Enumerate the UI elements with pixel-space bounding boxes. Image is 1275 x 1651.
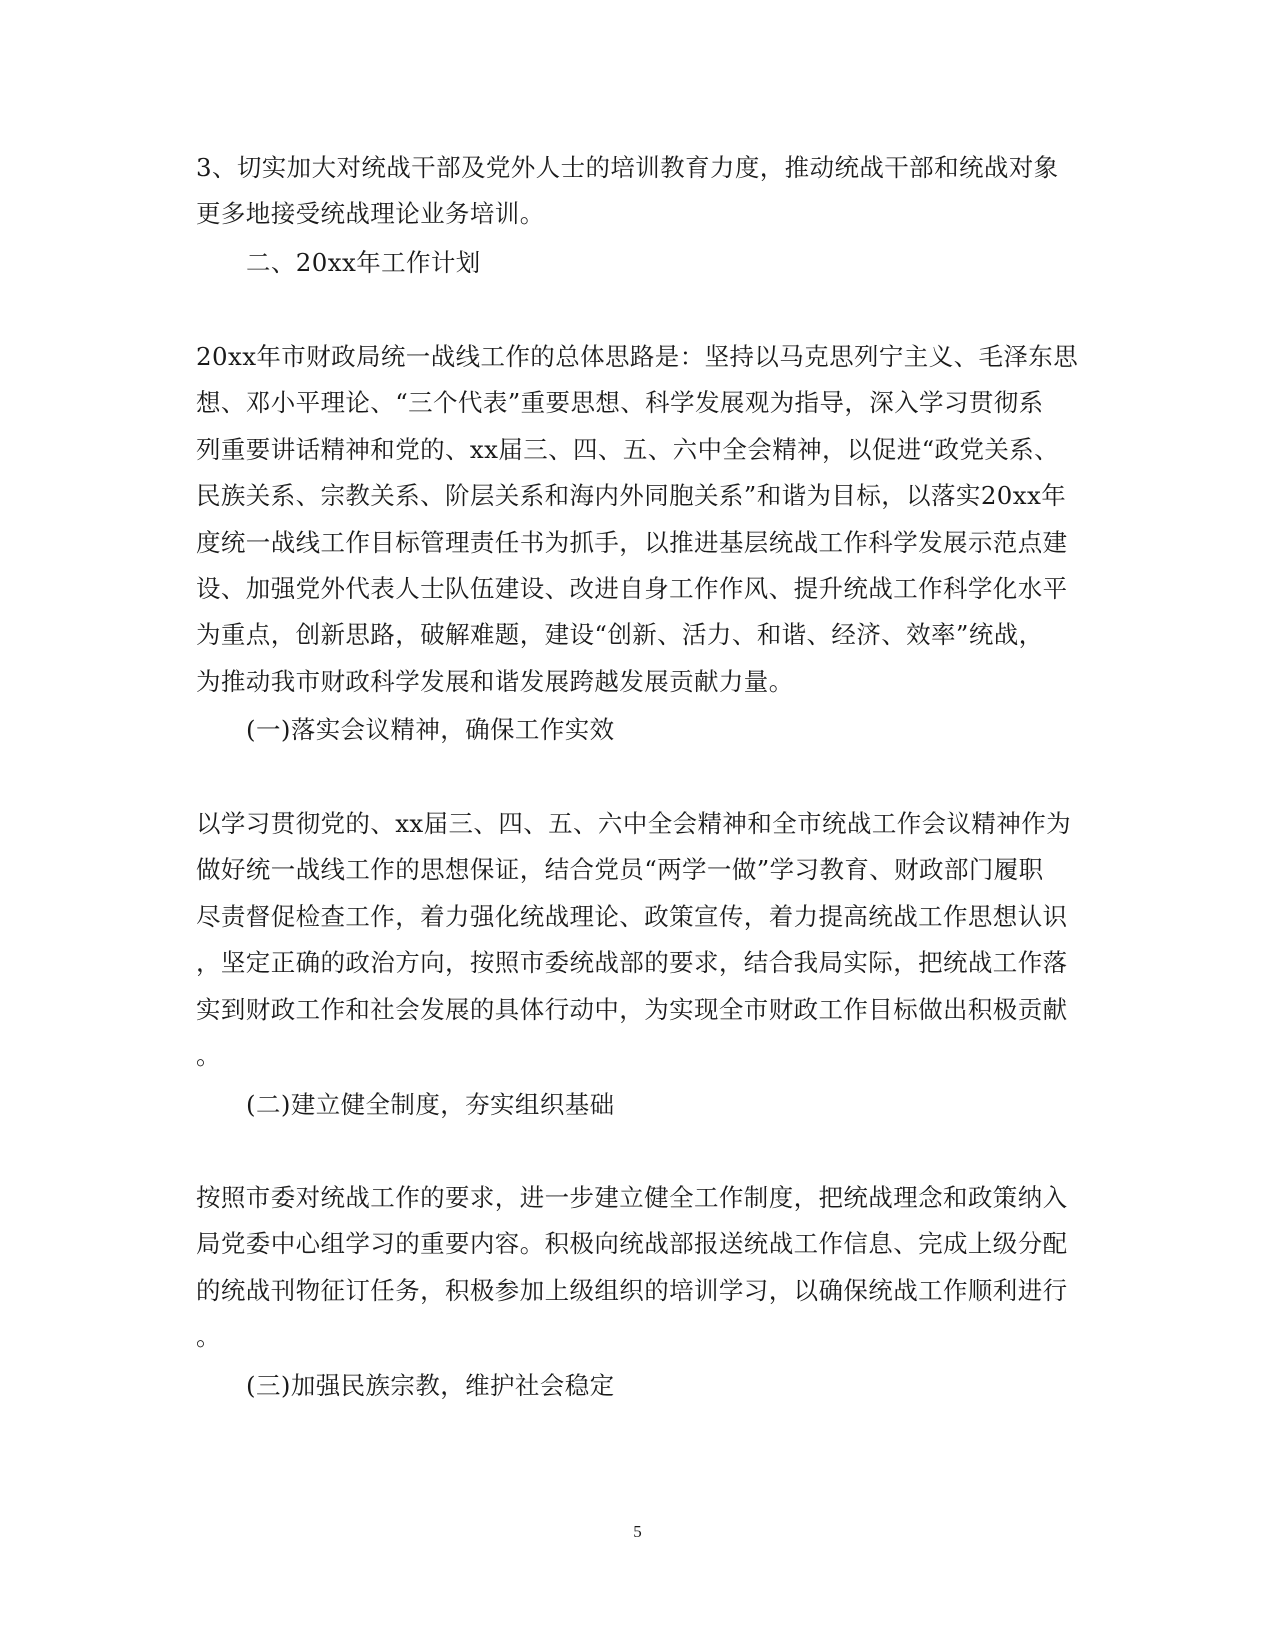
- overview-line-7: 为重点，创新思路，破解难题，建设“创新、活力、和谐、经济、效率”统战，: [196, 620, 1044, 649]
- overview-line-5: 度统一战线工作目标管理责任书为抓手，以推进基层统战工作科学发展示范点建: [196, 528, 1068, 557]
- overview-line-8: 为推动我市财政科学发展和谐发展跨越发展贡献力量。: [196, 667, 794, 696]
- subsection3-heading: (三)加强民族宗教，维护社会稳定: [246, 1371, 615, 1400]
- subsection2-heading: (二)建立健全制度，夯实组织基础: [246, 1090, 615, 1119]
- subsection2-line-4: 。: [196, 1322, 221, 1351]
- subsection1-line-3: 尽责督促检查工作，着力强化统战理论、政策宣传，着力提高统战工作思想认识: [196, 902, 1068, 931]
- item3-line-2: 更多地接受统战理论业务培训。: [196, 199, 545, 228]
- overview-line-2: 想、邓小平理论、“三个代表”重要思想、科学发展观为指导，深入学习贯彻系: [196, 388, 1044, 417]
- overview-line-3: 列重要讲话精神和党的、xx届三、四、五、六中全会精神，以促进“政党关系、: [196, 435, 1060, 464]
- subsection1-heading: (一)落实会议精神，确保工作实效: [246, 715, 615, 744]
- subsection1-line-5: 实到财政工作和社会发展的具体行动中，为实现全市财政工作目标做出积极贡献: [196, 995, 1068, 1024]
- subsection1-line-2: 做好统一战线工作的思想保证，结合党员“两学一做”学习教育、财政部门履职: [196, 855, 1044, 884]
- section2-heading: 二、20xx年工作计划: [246, 248, 481, 277]
- subsection1-line-6: 。: [196, 1041, 221, 1070]
- subsection1-line-1: 以学习贯彻党的、xx届三、四、五、六中全会精神和全市统战工作会议精神作为: [196, 809, 1072, 838]
- overview-line-1: 20xx年市财政局统一战线工作的总体思路是：坚持以马克思列宁主义、毛泽东思: [196, 342, 1079, 371]
- page-number: 5: [633, 1522, 642, 1541]
- overview-line-4: 民族关系、宗教关系、阶层关系和海内外同胞关系”和谐为目标，以落实20xx年: [196, 481, 1067, 510]
- subsection2-line-2: 局党委中心组学习的重要内容。积极向统战部报送统战工作信息、完成上级分配: [196, 1229, 1068, 1258]
- subsection1-line-4: ，坚定正确的政治方向，按照市委统战部的要求，结合我局实际，把统战工作落: [196, 948, 1068, 977]
- subsection2-line-1: 按照市委对统战工作的要求，进一步建立健全工作制度，把统战理念和政策纳入: [196, 1183, 1068, 1212]
- overview-line-6: 设、加强党外代表人士队伍建设、改进自身工作作风、提升统战工作科学化水平: [196, 574, 1068, 603]
- subsection2-line-3: 的统战刊物征订任务，积极参加上级组织的培训学习，以确保统战工作顺利进行: [196, 1276, 1068, 1305]
- item3-line-1: 3、切实加大对统战干部及党外人士的培训教育力度，推动统战干部和统战对象: [196, 153, 1059, 182]
